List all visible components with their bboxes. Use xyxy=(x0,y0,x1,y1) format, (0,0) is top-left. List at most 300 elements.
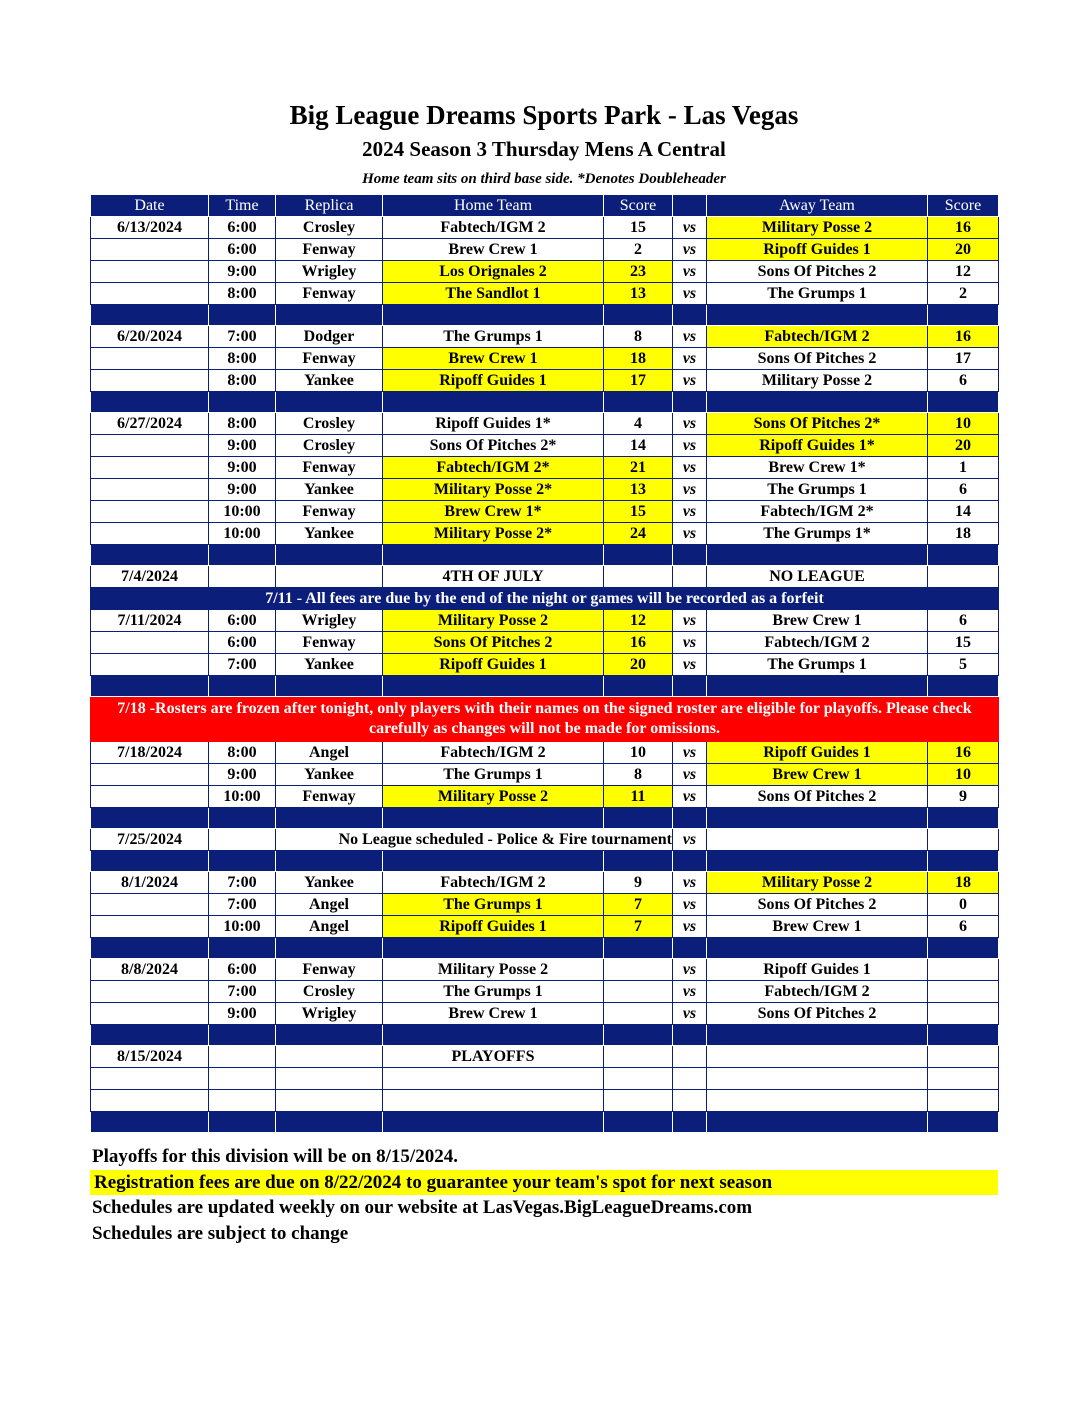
replica-cell: Fenway xyxy=(276,283,383,305)
date-cell: 7/25/2024 xyxy=(91,829,209,851)
table-row xyxy=(91,566,999,588)
date-cell: 8/8/2024 xyxy=(91,959,209,981)
home-score-cell: 20 xyxy=(604,654,673,676)
home-score-cell: 18 xyxy=(604,348,673,370)
time-cell: 6:00 xyxy=(209,610,276,632)
separator-cell xyxy=(276,545,383,566)
home-team-cell: The Grumps 1 xyxy=(383,764,604,786)
away-score-cell: 17 xyxy=(928,348,999,370)
home-score-cell xyxy=(604,1003,673,1025)
vs-cell: vs xyxy=(673,261,707,283)
home-score-cell: 8 xyxy=(604,764,673,786)
away-team-cell: Sons Of Pitches 2 xyxy=(707,894,928,916)
home-team-cell: Military Posse 2 xyxy=(383,786,604,808)
home-team-cell: Ripoff Guides 1 xyxy=(383,370,604,392)
away-team-cell: Ripoff Guides 1* xyxy=(707,435,928,457)
separator-cell xyxy=(604,1025,673,1046)
separator-cell xyxy=(383,676,604,697)
time-cell: 6:00 xyxy=(209,217,276,239)
time-cell: 9:00 xyxy=(209,261,276,283)
date-cell: 7/18/2024 xyxy=(91,742,209,764)
separator-cell xyxy=(673,392,707,413)
separator-cell xyxy=(707,1025,928,1046)
time-cell: 10:00 xyxy=(209,523,276,545)
replica-cell: Crosley xyxy=(276,217,383,239)
away-team-cell: Fabtech/IGM 2* xyxy=(707,501,928,523)
table-row xyxy=(91,479,999,501)
table-row xyxy=(91,1090,999,1112)
date-cell xyxy=(91,501,209,523)
away-score-cell: 0 xyxy=(928,894,999,916)
home-team-cell: Brew Crew 1 xyxy=(383,1003,604,1025)
replica-cell: Fenway xyxy=(276,348,383,370)
separator-cell xyxy=(383,851,604,872)
vs-cell: vs xyxy=(673,217,707,239)
home-team-cell: Fabtech/IGM 2 xyxy=(383,742,604,764)
table-row xyxy=(91,872,999,894)
away-team-cell: Fabtech/IGM 2 xyxy=(707,981,928,1003)
table-row xyxy=(91,501,999,523)
separator-cell xyxy=(209,938,276,959)
home-team-cell: Brew Crew 1 xyxy=(383,239,604,261)
separator-row xyxy=(91,1112,999,1133)
page-subtitle: 2024 Season 3 Thursday Mens A Central xyxy=(362,137,726,161)
home-team-cell: Sons Of Pitches 2 xyxy=(383,632,604,654)
separator-cell xyxy=(707,851,928,872)
footer-registration: Registration fees are due on 8/22/2024 to guarantee your team's spot for next season xyxy=(90,1170,998,1195)
table-row xyxy=(91,239,999,261)
home-team-cell: Military Posse 2 xyxy=(383,959,604,981)
replica-cell xyxy=(276,1090,383,1112)
separator-cell xyxy=(209,676,276,697)
separator-row xyxy=(91,676,999,697)
home-team-cell xyxy=(383,1068,604,1090)
home-team-cell: Fabtech/IGM 2 xyxy=(383,872,604,894)
time-cell: 10:00 xyxy=(209,916,276,938)
table-row xyxy=(91,981,999,1003)
replica-cell: Crosley xyxy=(276,413,383,435)
time-cell: 8:00 xyxy=(209,370,276,392)
home-score-cell: 11 xyxy=(604,786,673,808)
separator-cell xyxy=(91,1112,209,1133)
date-cell: 6/13/2024 xyxy=(91,217,209,239)
date-cell xyxy=(91,916,209,938)
header-replica: Replica xyxy=(276,195,383,217)
separator-cell xyxy=(707,938,928,959)
separator-cell xyxy=(91,305,209,326)
home-team-cell: Fabtech/IGM 2 xyxy=(383,217,604,239)
time-cell: 10:00 xyxy=(209,501,276,523)
vs-cell: vs xyxy=(673,981,707,1003)
separator-cell xyxy=(209,808,276,829)
replica-cell: Wrigley xyxy=(276,1003,383,1025)
table-row xyxy=(91,610,999,632)
away-score-cell: 1 xyxy=(928,457,999,479)
separator-cell xyxy=(928,676,999,697)
replica-cell: Fenway xyxy=(276,239,383,261)
away-score-cell: 15 xyxy=(928,632,999,654)
separator-cell xyxy=(276,1112,383,1133)
away-team-cell: The Grumps 1 xyxy=(707,479,928,501)
table-row xyxy=(91,786,999,808)
away-score-cell: 6 xyxy=(928,916,999,938)
table-row xyxy=(91,261,999,283)
separator-cell xyxy=(383,305,604,326)
time-cell: 6:00 xyxy=(209,959,276,981)
separator-cell xyxy=(383,545,604,566)
away-score-cell: 10 xyxy=(928,764,999,786)
home-score-cell xyxy=(604,1068,673,1090)
date-cell xyxy=(91,1003,209,1025)
replica-cell: Wrigley xyxy=(276,261,383,283)
header-date: Date xyxy=(91,195,209,217)
date-cell: 8/1/2024 xyxy=(91,872,209,894)
replica-cell: Yankee xyxy=(276,654,383,676)
vs-cell: vs xyxy=(673,413,707,435)
home-team-cell: The Grumps 1 xyxy=(383,326,604,348)
table-row xyxy=(91,348,999,370)
away-team-cell: Sons Of Pitches 2 xyxy=(707,261,928,283)
separator-row xyxy=(91,392,999,413)
home-team-cell: Los Orignales 2 xyxy=(383,261,604,283)
away-score-cell xyxy=(928,981,999,1003)
date-cell: 8/15/2024 xyxy=(91,1046,209,1068)
away-score-cell: 6 xyxy=(928,370,999,392)
header-home-score: Score xyxy=(604,195,673,217)
date-cell xyxy=(91,239,209,261)
separator-cell xyxy=(209,1112,276,1133)
separator-cell xyxy=(383,938,604,959)
away-team-cell: Fabtech/IGM 2 xyxy=(707,326,928,348)
header-away-score: Score xyxy=(928,195,999,217)
home-score-cell: 7 xyxy=(604,894,673,916)
date-cell xyxy=(91,523,209,545)
notice-row xyxy=(91,588,999,610)
away-score-cell: 6 xyxy=(928,479,999,501)
away-score-cell: 18 xyxy=(928,872,999,894)
home-team-cell: Military Posse 2 xyxy=(383,610,604,632)
time-cell xyxy=(209,1090,276,1112)
separator-cell xyxy=(928,851,999,872)
replica-cell: Yankee xyxy=(276,764,383,786)
home-score-cell: 15 xyxy=(604,217,673,239)
separator-cell xyxy=(276,676,383,697)
away-score-cell xyxy=(928,1003,999,1025)
date-cell: 6/20/2024 xyxy=(91,326,209,348)
table-row xyxy=(91,217,999,239)
home-score-cell: 16 xyxy=(604,632,673,654)
table-header-row xyxy=(91,195,999,217)
time-cell xyxy=(209,1068,276,1090)
date-cell: 7/4/2024 xyxy=(91,566,209,588)
home-team-cell: Fabtech/IGM 2* xyxy=(383,457,604,479)
home-score-cell xyxy=(604,1046,673,1068)
home-score-cell: 2 xyxy=(604,239,673,261)
replica-cell: Fenway xyxy=(276,632,383,654)
away-team-cell xyxy=(707,829,928,851)
away-team-cell: Military Posse 2 xyxy=(707,217,928,239)
away-team-cell: NO LEAGUE xyxy=(707,566,928,588)
away-team-cell: Ripoff Guides 1 xyxy=(707,239,928,261)
table-row xyxy=(91,632,999,654)
separator-cell xyxy=(928,1025,999,1046)
separator-cell xyxy=(707,676,928,697)
date-cell xyxy=(91,1090,209,1112)
away-team-cell: Sons Of Pitches 2 xyxy=(707,1003,928,1025)
separator-cell xyxy=(928,938,999,959)
table-row xyxy=(91,916,999,938)
separator-cell xyxy=(707,1112,928,1133)
notice-text: 7/11 - All fees are due by the end of the night or games will be recorded as a forfeit xyxy=(91,588,999,610)
date-cell xyxy=(91,370,209,392)
away-team-cell: Sons Of Pitches 2* xyxy=(707,413,928,435)
separator-cell xyxy=(604,938,673,959)
home-score-cell: 14 xyxy=(604,435,673,457)
away-score-cell: 12 xyxy=(928,261,999,283)
separator-cell xyxy=(209,545,276,566)
page-title: Big League Dreams Sports Park - Las Vegas xyxy=(289,100,799,130)
home-score-cell: 15 xyxy=(604,501,673,523)
away-team-cell: Military Posse 2 xyxy=(707,370,928,392)
away-score-cell xyxy=(928,829,999,851)
time-cell: 9:00 xyxy=(209,479,276,501)
footer-change-note: Schedules are subject to change xyxy=(92,1223,349,1244)
time-cell xyxy=(209,829,276,851)
home-score-cell: 23 xyxy=(604,261,673,283)
away-score-cell xyxy=(928,1090,999,1112)
vs-cell: vs xyxy=(673,523,707,545)
date-cell xyxy=(91,479,209,501)
date-cell xyxy=(91,764,209,786)
table-row xyxy=(91,283,999,305)
separator-row xyxy=(91,938,999,959)
time-cell: 9:00 xyxy=(209,457,276,479)
home-score-cell: 13 xyxy=(604,283,673,305)
home-score-cell: 4 xyxy=(604,413,673,435)
separator-cell xyxy=(673,851,707,872)
time-cell: 7:00 xyxy=(209,872,276,894)
home-score-cell: 12 xyxy=(604,610,673,632)
separator-row xyxy=(91,545,999,566)
separator-cell xyxy=(91,851,209,872)
vs-cell: vs xyxy=(673,501,707,523)
separator-cell xyxy=(91,392,209,413)
replica-cell xyxy=(276,1046,383,1068)
away-team-cell: Brew Crew 1 xyxy=(707,916,928,938)
time-cell: 6:00 xyxy=(209,239,276,261)
replica-cell: Fenway xyxy=(276,457,383,479)
separator-cell xyxy=(604,545,673,566)
vs-cell: vs xyxy=(673,894,707,916)
replica-cell: Yankee xyxy=(276,479,383,501)
date-cell: 6/27/2024 xyxy=(91,413,209,435)
header-away-team: Away Team xyxy=(707,195,928,217)
vs-cell: vs xyxy=(673,786,707,808)
away-score-cell: 16 xyxy=(928,742,999,764)
away-score-cell: 16 xyxy=(928,326,999,348)
vs-cell xyxy=(673,1068,707,1090)
separator-cell xyxy=(91,1025,209,1046)
date-cell xyxy=(91,435,209,457)
table-row xyxy=(91,1003,999,1025)
away-score-cell: 5 xyxy=(928,654,999,676)
time-cell: 8:00 xyxy=(209,413,276,435)
replica-cell: Fenway xyxy=(276,786,383,808)
table-row xyxy=(91,370,999,392)
table-row xyxy=(91,413,999,435)
away-score-cell: 2 xyxy=(928,283,999,305)
away-team-cell: Fabtech/IGM 2 xyxy=(707,632,928,654)
separator-cell xyxy=(928,305,999,326)
home-team-cell: Sons Of Pitches 2* xyxy=(383,435,604,457)
vs-cell: vs xyxy=(673,742,707,764)
replica-cell: Yankee xyxy=(276,872,383,894)
date-cell xyxy=(91,786,209,808)
separator-cell xyxy=(383,1112,604,1133)
table-row xyxy=(91,1046,999,1068)
separator-cell xyxy=(604,851,673,872)
replica-cell: Yankee xyxy=(276,370,383,392)
separator-cell xyxy=(91,808,209,829)
time-cell xyxy=(209,1046,276,1068)
separator-cell xyxy=(673,938,707,959)
away-score-cell: 20 xyxy=(928,239,999,261)
roster-alert-row xyxy=(91,697,999,742)
separator-row xyxy=(91,1025,999,1046)
home-team-cell: Military Posse 2* xyxy=(383,523,604,545)
date-cell xyxy=(91,1068,209,1090)
time-cell: 9:00 xyxy=(209,1003,276,1025)
away-team-cell: The Grumps 1 xyxy=(707,283,928,305)
replica-cell: Dodger xyxy=(276,326,383,348)
separator-cell xyxy=(673,545,707,566)
home-score-cell: 24 xyxy=(604,523,673,545)
away-score-cell: 9 xyxy=(928,786,999,808)
away-score-cell: 18 xyxy=(928,523,999,545)
separator-cell xyxy=(276,1025,383,1046)
replica-cell xyxy=(276,566,383,588)
away-team-cell: Military Posse 2 xyxy=(707,872,928,894)
home-team-cell: The Sandlot 1 xyxy=(383,283,604,305)
date-cell xyxy=(91,283,209,305)
separator-row xyxy=(91,851,999,872)
home-score-cell: 8 xyxy=(604,326,673,348)
home-score-cell: 7 xyxy=(604,916,673,938)
home-score-cell xyxy=(604,981,673,1003)
away-score-cell xyxy=(928,959,999,981)
table-row xyxy=(91,959,999,981)
vs-cell: vs xyxy=(673,764,707,786)
separator-cell xyxy=(673,1112,707,1133)
separator-cell xyxy=(91,545,209,566)
replica-cell: Wrigley xyxy=(276,610,383,632)
separator-cell xyxy=(209,392,276,413)
separator-row xyxy=(91,305,999,326)
vs-cell: vs xyxy=(673,239,707,261)
home-score-cell xyxy=(604,1090,673,1112)
home-score-cell: 21 xyxy=(604,457,673,479)
date-cell xyxy=(91,348,209,370)
time-cell: 7:00 xyxy=(209,894,276,916)
away-team-cell xyxy=(707,1046,928,1068)
vs-cell: vs xyxy=(673,479,707,501)
replica-cell: Angel xyxy=(276,916,383,938)
away-team-cell: Sons Of Pitches 2 xyxy=(707,786,928,808)
separator-cell xyxy=(604,676,673,697)
away-score-cell: 10 xyxy=(928,413,999,435)
away-score-cell xyxy=(928,1068,999,1090)
vs-cell: vs xyxy=(673,1003,707,1025)
away-score-cell: 14 xyxy=(928,501,999,523)
away-team-cell: Brew Crew 1* xyxy=(707,457,928,479)
separator-cell xyxy=(276,938,383,959)
vs-cell xyxy=(673,1090,707,1112)
vs-cell: vs xyxy=(673,959,707,981)
header-home-team: Home Team xyxy=(383,195,604,217)
time-cell xyxy=(209,566,276,588)
vs-cell: vs xyxy=(673,654,707,676)
table-row xyxy=(91,764,999,786)
table-row xyxy=(91,326,999,348)
separator-cell xyxy=(673,676,707,697)
home-score-cell: 13 xyxy=(604,479,673,501)
home-team-cell: Ripoff Guides 1 xyxy=(383,916,604,938)
footer-playoffs: Playoffs for this division will be on 8/15/2024. xyxy=(92,1146,458,1167)
vs-cell xyxy=(673,566,707,588)
home-score-cell xyxy=(604,566,673,588)
table-row xyxy=(91,829,999,851)
replica-cell: Crosley xyxy=(276,435,383,457)
schedule-table xyxy=(90,194,999,1133)
no-league-text: No League scheduled - Police & Fire tournament xyxy=(276,829,673,851)
separator-cell xyxy=(928,808,999,829)
away-score-cell: 6 xyxy=(928,610,999,632)
away-team-cell: Brew Crew 1 xyxy=(707,764,928,786)
replica-cell: Fenway xyxy=(276,959,383,981)
vs-cell: vs xyxy=(673,872,707,894)
time-cell: 8:00 xyxy=(209,283,276,305)
page-note: Home team sits on third base side. *Denotes Doubleheader xyxy=(362,171,726,187)
home-score-cell: 10 xyxy=(604,742,673,764)
away-score-cell xyxy=(928,1046,999,1068)
replica-cell xyxy=(276,1068,383,1090)
separator-cell xyxy=(276,808,383,829)
home-team-cell: 4TH OF JULY xyxy=(383,566,604,588)
away-team-cell: The Grumps 1* xyxy=(707,523,928,545)
separator-cell xyxy=(707,305,928,326)
separator-cell xyxy=(383,808,604,829)
separator-cell xyxy=(209,305,276,326)
table-row xyxy=(91,894,999,916)
vs-cell: vs xyxy=(673,610,707,632)
separator-cell xyxy=(604,808,673,829)
date-cell: 7/11/2024 xyxy=(91,610,209,632)
time-cell: 9:00 xyxy=(209,764,276,786)
separator-cell xyxy=(707,808,928,829)
date-cell xyxy=(91,981,209,1003)
home-team-cell: Brew Crew 1* xyxy=(383,501,604,523)
replica-cell: Crosley xyxy=(276,981,383,1003)
table-row xyxy=(91,742,999,764)
separator-cell xyxy=(383,1025,604,1046)
table-row xyxy=(91,1068,999,1090)
away-score-cell xyxy=(928,566,999,588)
header-time: Time xyxy=(209,195,276,217)
separator-cell xyxy=(928,392,999,413)
separator-cell xyxy=(209,851,276,872)
vs-cell: vs xyxy=(673,632,707,654)
separator-cell xyxy=(209,1025,276,1046)
